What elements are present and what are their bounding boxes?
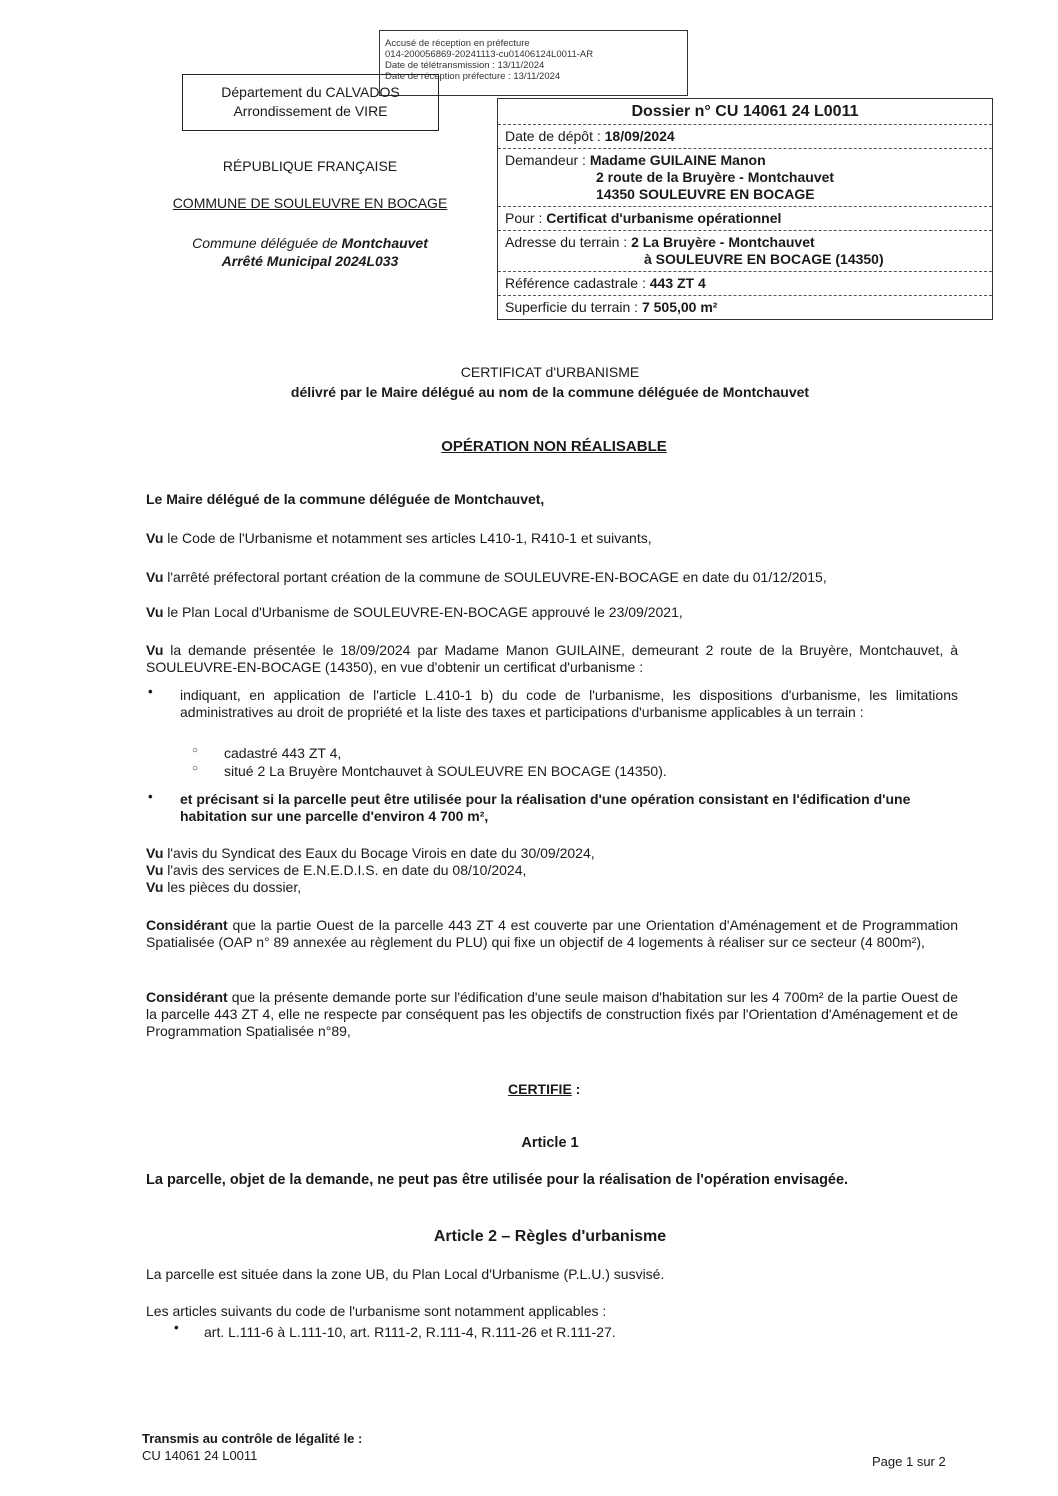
date-label: Date de dépôt : xyxy=(505,128,601,144)
transmis-label: Transmis au contrôle de légalité le : xyxy=(142,1431,363,1446)
adresse-value: 2 La Bruyère - Montchauvet xyxy=(631,234,815,250)
stamp-line: Date de télétransmission : 13/11/2024 xyxy=(385,60,545,71)
republique-heading: RÉPUBLIQUE FRANÇAISE xyxy=(222,158,398,174)
vu-word: Vu xyxy=(146,530,164,546)
vu-demande xyxy=(146,642,958,676)
vu-word: Vu xyxy=(146,879,164,895)
vu-code xyxy=(146,530,958,547)
considerant-word: Considérant xyxy=(146,989,228,1005)
reference-value: 443 ZT 4 xyxy=(649,275,706,291)
zone-text: La parcelle est située dans la zone UB, du Plan Local d'Urbanisme (P.L.U.) susvisé. xyxy=(146,1266,665,1282)
considerant-text: que la présente demande porte sur l'édification d'une seule maison d'habitation sur les 4 700m² de la partie Ouest de la parcelle 443 ZT 4, elle ne respecte par conséquent pas les objectifs de construction fixés par l'Orientation d'Aménagement et de Programmation Spatialisée n°89, xyxy=(146,989,958,1039)
vu-arrete xyxy=(146,569,958,586)
department-box xyxy=(182,74,439,131)
vu-text: la demande présentée le 18/09/2024 par Madame Manon GUILAINE, demeurant 2 route de la Bruyère, Montchauvet, à SOULEUVRE-EN-BOCAGE (14350), en vue d'obtenir un certificat d'urbanisme : xyxy=(146,642,958,675)
bullet-dot: • xyxy=(174,1320,179,1335)
commune-deleguee-name: Montchauvet xyxy=(341,235,428,251)
articles-intro: Les articles suivants du code de l'urbanisme sont notamment applicables : xyxy=(146,1303,607,1319)
department-name: Département du CALVADOS xyxy=(221,84,400,100)
operation-status: OPÉRATION NON RÉALISABLE xyxy=(441,438,667,455)
vu-word: Vu xyxy=(146,604,164,620)
vu-plu xyxy=(146,604,958,621)
certifie-word: CERTIFIE xyxy=(508,1081,572,1097)
pour-value: Certificat d'urbanisme opérationnel xyxy=(546,210,782,226)
bullet-indiquant: indiquant, en application de l'article L.410-1 b) du code de l'urbanisme, les dispositions d'urbanisme, les limitations administratives au droit de propriété et la liste des taxes et participations d'urbanisme applicables à un terrain : xyxy=(180,687,958,720)
vu-text: l'avis des services de E.N.E.D.I.S. en date du 08/10/2024, xyxy=(167,862,527,878)
dossier-pour-row xyxy=(498,206,992,230)
vu-text: l'arrêté préfectoral portant création de la commune de SOULEUVRE-EN-BOCAGE en date du 01/12/2015, xyxy=(167,569,827,585)
vu-text: le Plan Local d'Urbanisme de SOULEUVRE-EN-BOCAGE approuvé le 23/09/2021, xyxy=(167,604,683,620)
bullet-dot: • xyxy=(148,684,153,699)
vu-word: Vu xyxy=(146,862,164,878)
vu-avis-enedis xyxy=(146,862,958,879)
demandeur-city: 14350 SOULEUVRE EN BOCAGE xyxy=(596,186,815,202)
considerant-word: Considérant xyxy=(146,917,228,933)
stamp-line: Date de réception préfecture : 13/11/2024 xyxy=(385,71,561,82)
vu-text: le Code de l'Urbanisme et notamment ses articles L410-1, R410-1 et suivants, xyxy=(167,530,652,546)
considerant-text: que la partie Ouest de la parcelle 443 ZT 4 est couverte par une Orientation d'Aménagement et de Programmation Spatialisée (OAP n° 89 annexée au règlement du PLU) qui fixe un objectif de 4 logements à réaliser sur ce secteur (4 800m²), xyxy=(146,917,959,950)
considerant-demande xyxy=(146,989,958,1040)
vu-avis-block xyxy=(146,845,958,896)
superficie-value: 7 505,00 m² xyxy=(641,299,718,315)
vu-avis-eaux xyxy=(146,845,958,862)
superficie-label: Superficie du terrain : xyxy=(505,299,639,315)
stamp-line: Accusé de réception en préfecture xyxy=(385,38,530,49)
arrete-line xyxy=(140,252,480,270)
bullet-precisant: et précisant si la parcelle peut être utilisée pour la réalisation d'une opération consistant en l'édification d'une habitation sur une parcelle d'environ 4 700 m², xyxy=(180,791,911,824)
arrondissement-name: Arrondissement de VIRE xyxy=(233,103,388,119)
article-1-heading: Article 1 xyxy=(521,1135,579,1151)
article-2-heading: Article 2 – Règles d'urbanisme xyxy=(433,1228,667,1245)
stamp-line: 014-200056869-20241113-cu01406124L0011-AR xyxy=(385,49,594,60)
commune-deleguee-prefix: Commune déléguée de xyxy=(192,235,338,251)
arrete-number: 2024L033 xyxy=(335,253,399,269)
certificat-title: CERTIFICAT d'URBANISME xyxy=(460,364,640,380)
sub-bullet-circle: ○ xyxy=(192,763,199,774)
page-number: Page 1 sur 2 xyxy=(872,1454,946,1469)
pour-label: Pour : xyxy=(505,210,543,226)
dossier-adresse-row xyxy=(498,230,992,271)
article-1-text: La parcelle, objet de la demande, ne peut pas être utilisée pour la réalisation de l'opération envisagée. xyxy=(146,1172,849,1188)
sub-bullet-cadastre: cadastré 443 ZT 4, xyxy=(224,745,342,761)
certificat-subtitle: délivré par le Maire délégué au nom de la commune déléguée de Montchauvet xyxy=(290,384,810,400)
maire-line: Le Maire délégué de la commune déléguée de Montchauvet, xyxy=(146,491,545,507)
demandeur-name: Madame GUILAINE Manon xyxy=(589,152,766,168)
dossier-box xyxy=(497,98,993,320)
demandeur-address: 2 route de la Bruyère - Montchauvet xyxy=(596,169,835,185)
sub-bullet-circle: ○ xyxy=(192,745,199,756)
articles-list: art. L.111-6 à L.111-10, art. R111-2, R.111-4, R.111-26 et R.111-27. xyxy=(204,1324,616,1340)
dossier-title: Dossier n° CU 14061 24 L0011 xyxy=(631,103,859,120)
vu-word: Vu xyxy=(146,845,164,861)
commune-deleguee-line xyxy=(140,234,480,252)
commune-deleguee xyxy=(140,234,480,270)
commune-heading: COMMUNE DE SOULEUVRE EN BOCAGE xyxy=(172,195,448,211)
adresse-city: à SOULEUVRE EN BOCAGE (14350) xyxy=(644,251,884,267)
considerant-oap xyxy=(146,917,958,951)
certifie-colon: : xyxy=(575,1081,581,1097)
certifie-heading xyxy=(508,1081,580,1097)
dossier-superficie-row xyxy=(498,295,992,319)
dossier-date-row xyxy=(498,124,992,148)
vu-text: l'avis du Syndicat des Eaux du Bocage Virois en date du 30/09/2024, xyxy=(167,845,595,861)
date-value: 18/09/2024 xyxy=(604,128,675,144)
sub-bullet-situe: situé 2 La Bruyère Montchauvet à SOULEUVRE EN BOCAGE (14350). xyxy=(224,763,667,779)
arrete-prefix: Arrêté Municipal xyxy=(221,253,332,269)
adresse-label: Adresse du terrain : xyxy=(505,234,628,250)
demandeur-label: Demandeur : xyxy=(505,152,586,168)
vu-pieces xyxy=(146,879,958,896)
vu-word: Vu xyxy=(146,569,164,585)
bullet-dot: • xyxy=(148,789,153,804)
dossier-reference-row xyxy=(498,271,992,295)
footer-reference: CU 14061 24 L0011 xyxy=(142,1448,258,1463)
vu-text: les pièces du dossier, xyxy=(167,879,302,895)
dossier-demandeur-row xyxy=(498,148,992,206)
vu-word: Vu xyxy=(146,642,164,658)
reference-label: Référence cadastrale : xyxy=(505,275,646,291)
